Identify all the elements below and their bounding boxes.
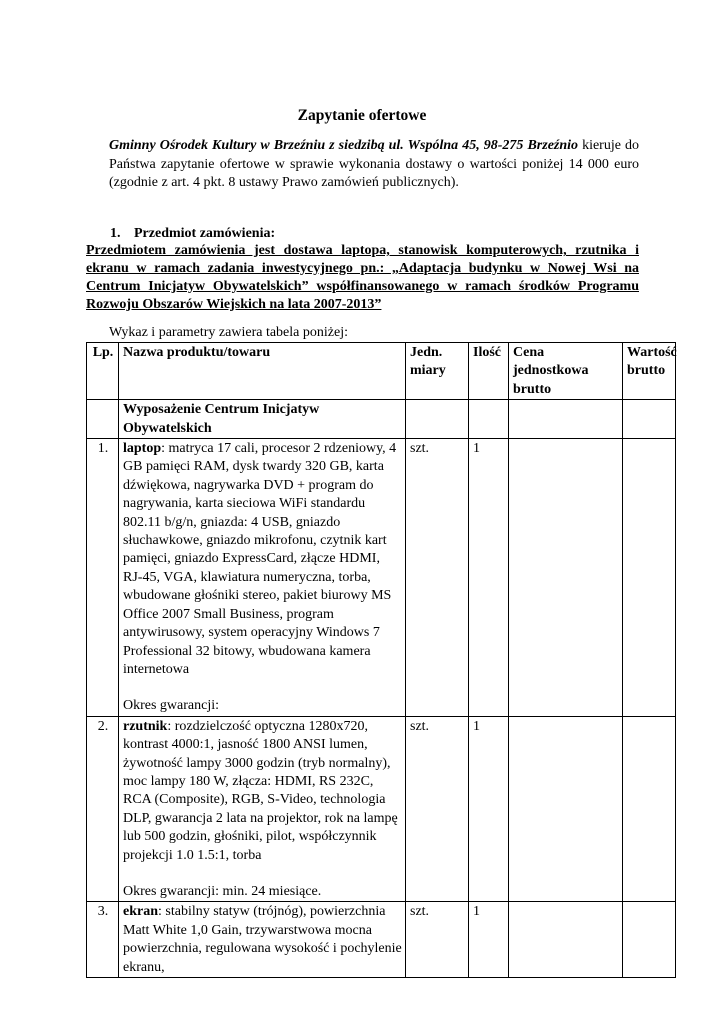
header-name: Nazwa produktu/towaru <box>119 343 406 400</box>
row-qty: 1 <box>469 902 509 978</box>
row-unit-price <box>509 716 623 902</box>
header-value: Wartość brutto <box>623 343 676 400</box>
row-unit: szt. <box>406 902 469 978</box>
product-name: rzutnik <box>123 718 168 734</box>
product-name: ekran <box>123 904 158 920</box>
row-value <box>623 439 676 717</box>
table-intro: Wykaz i parametry zawiera tabela poniżej: <box>109 325 348 340</box>
group-price-cell <box>509 400 623 439</box>
group-value-cell <box>623 400 676 439</box>
page-title: Zapytanie ofertowe <box>297 107 427 124</box>
header-qty: Ilość <box>469 343 509 400</box>
group-title: Wyposażenie Centrum Inicjatyw Obywatelskich <box>119 400 406 439</box>
row-lp: 2. <box>87 716 119 902</box>
order-subject: Przedmiotem zamówienia jest dostawa laptopa, stanowisk komputerowych, rzutnika i ekranu w ramach zadania inwestycyjnego pn.: „Adaptacja budynku w Nowej Wsi na Centrum Inicjatyw Obywatelskich” współfinansowanego w ramach środków Programu Rozwoju Obszarów Wiejskich na lata 2007-2013” <box>86 243 639 312</box>
group-qty-cell <box>469 400 509 439</box>
row-value <box>623 716 676 902</box>
row-value <box>623 902 676 978</box>
row-description <box>119 716 406 902</box>
row-qty: 1 <box>469 716 509 902</box>
table-row <box>87 439 676 717</box>
warranty-text: Okres gwarancji: <box>123 698 220 714</box>
product-specs: : stabilny statyw (trójnóg), powierzchnia Matt White 1,0 Gain, trzywarstwowa mocna powierzchnia, regulowana wysokość i pochylenie ekranu, <box>123 904 402 975</box>
product-specs: : matryca 17 cali, procesor 2 rdzeniowy, 4 GB pamięci RAM, dysk twardy 320 GB, karta dźwiękowa, nagrywarka DVD + program do nagrywania, karta sieciowa WiFi standardu 802.11 b/g/n, gniazda: 4 USB, gniazdo słuchawkowe, gniazdo mikrofonu, czytnik kart pamięci, gniazdo ExpressCard, złącze HDMI, RJ-45, VGA, klawiatura numeryczna, torba, wbudowane głośniki stereo, pakiet biurowy MS Office 2007 Small Business, program antywirusowy, system operacyjny Windows 7 Professional 32 bitowy, wbudowana kamera internetowa <box>123 441 397 677</box>
header-unit-price: Cena jednostkowa brutto <box>509 343 623 400</box>
row-unit: szt. <box>406 716 469 902</box>
table-row <box>87 902 676 978</box>
row-description <box>119 439 406 717</box>
group-row <box>87 400 676 439</box>
row-description <box>119 902 406 978</box>
table-header-row <box>87 343 676 400</box>
row-lp: 1. <box>87 439 119 717</box>
intro-paragraph <box>109 137 639 193</box>
organization-name: Gminny Ośrodek Kultury w Brzeźniu z siedzibą ul. Wspólna 45, 98-275 Brzeźnio <box>109 138 579 153</box>
row-qty: 1 <box>469 439 509 717</box>
group-unit-cell <box>406 400 469 439</box>
intro-text: kieruje do Państwa zapytanie ofertowe w sprawie wykonania dostawy o wartości poniżej 14 000 euro (zgodnie z art. 4 pkt. 8 ustawy Prawo zamówień publicznych). <box>109 138 639 191</box>
row-unit-price <box>509 439 623 717</box>
group-lp-cell <box>87 400 119 439</box>
product-name: laptop <box>123 441 162 457</box>
section-number: 1. <box>110 226 121 241</box>
header-lp: Lp. <box>87 343 119 400</box>
items-table <box>86 342 676 978</box>
section-heading <box>109 226 275 242</box>
row-unit: szt. <box>406 439 469 717</box>
warranty-text: Okres gwarancji: min. 24 miesiące. <box>123 883 322 899</box>
row-lp: 3. <box>87 902 119 978</box>
section-title: Przedmiot zamówienia: <box>134 226 276 241</box>
header-unit: Jedn. miary <box>406 343 469 400</box>
table-row <box>87 716 676 902</box>
product-specs: : rozdzielczość optyczna 1280x720, kontrast 4000:1, jasność 1800 ANSI lumen, żywotność lampy 3000 godzin (tryb normalny), moc lampy 180 W, złącza: HDMI, RS 232C, RCA (Composite), RGB, S-Video, technologia DLP, gwarancja 2 lata na projektor, rok na lampę lub 500 godzin, głośniki, pilot, współczynnik projekcji 1.0 1.5:1, torba <box>123 718 398 863</box>
row-unit-price <box>509 902 623 978</box>
